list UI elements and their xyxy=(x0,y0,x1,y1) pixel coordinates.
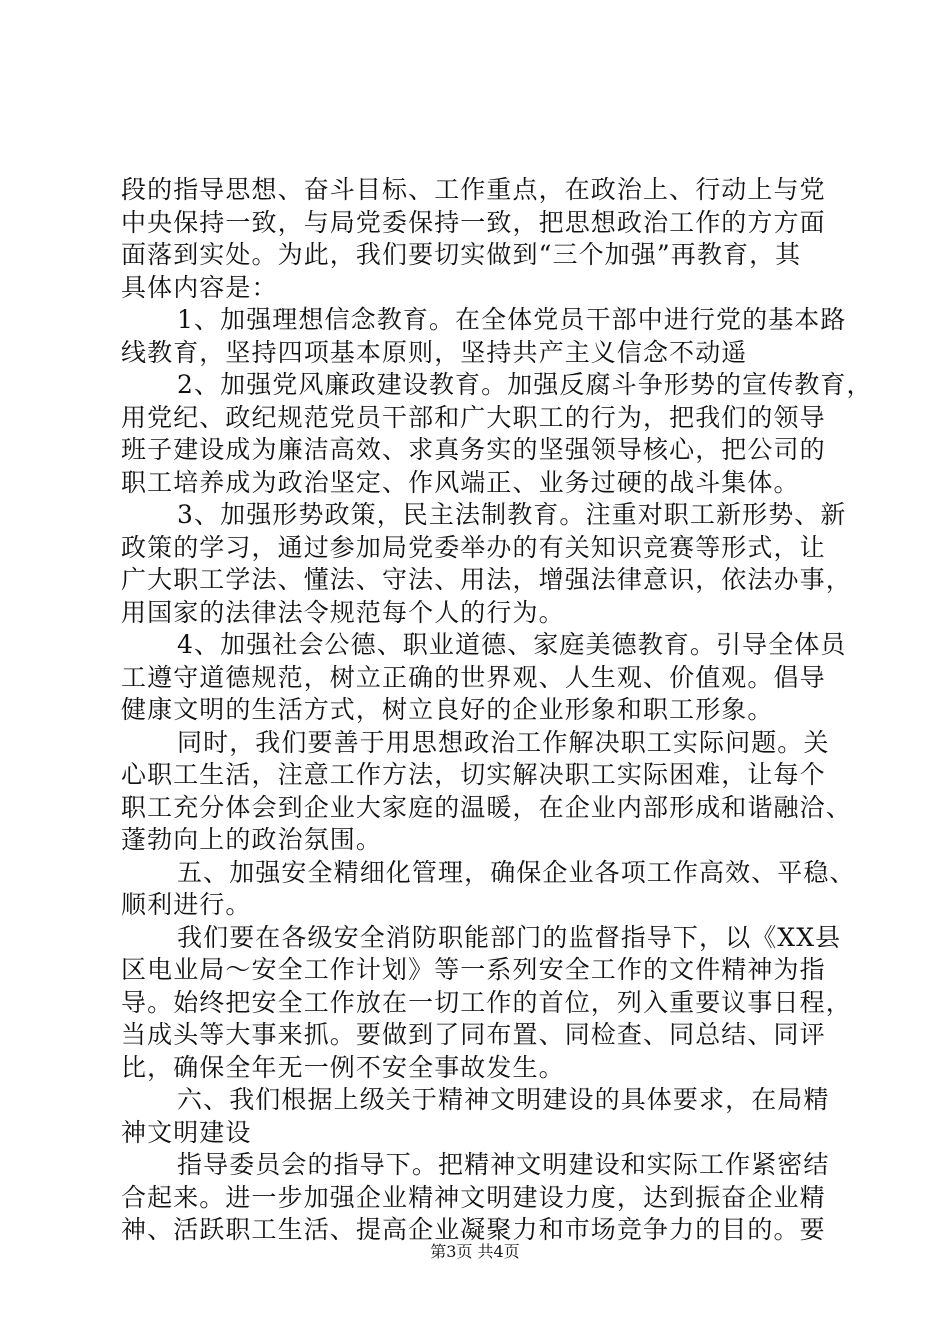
body-line: 职工培养成为政治坚定、作风端正、业务过硬的战斗集体。 xyxy=(121,467,800,497)
body-line: 广大职工学法、懂法、守法、用法，增强法律意识，依法办事， xyxy=(121,565,852,594)
body-line: 蓬勃向上的政治氛围。 xyxy=(121,825,383,854)
body-line: 4、加强社会公德、职业道德、家庭美德教育。引导全体员 xyxy=(177,630,847,659)
body-line: 我们要在各级安全消防职能部门的监督指导下，以《XX县 xyxy=(177,922,842,952)
body-line: 具体内容是： xyxy=(121,272,278,302)
body-line: 同时，我们要善于用思想政治工作解决职工实际问题。关 xyxy=(177,727,830,757)
body-line: 中央保持一致，与局党委保持一致，把思想政治工作的方方面 xyxy=(121,207,826,237)
body-line: 五、加强安全精细化管理，确保企业各项工作高效、平稳、 xyxy=(177,857,856,887)
page-footer: 第3页 共4页 xyxy=(430,1242,520,1261)
body-line: 2、加强党风廉政建设教育。加强反腐斗争形势的宣传教育， xyxy=(177,370,873,399)
body-line: 面落到实处。为此，我们要切实做到“三个加强”再教育，其 xyxy=(121,240,802,269)
body-line: 用国家的法律法令规范每个人的行为。 xyxy=(121,597,565,627)
body-line: 职工充分体会到企业大家庭的温暖，在企业内部形成和谐融洽、 xyxy=(121,792,852,822)
body-line: 神、活跃职工生活、提高企业凝聚力和市场竞争力的目的。要 xyxy=(121,1215,826,1244)
body-line: 政策的学习，通过参加局党委举办的有关知识竞赛等形式，让 xyxy=(121,532,826,562)
body-line: 合起来。进一步加强企业精神文明建设力度，达到振奋企业精 xyxy=(121,1182,826,1212)
body-line: 用党纪、政纪规范党员干部和广大职工的行为，把我们的领导 xyxy=(121,402,826,432)
body-line: 段的指导思想、奋斗目标、工作重点，在政治上、行动上与党 xyxy=(121,175,826,204)
body-line: 线教育，坚持四项基本原则，坚持共产主义信念不动遥 xyxy=(121,337,748,367)
body-line: 导。始终把安全工作放在一切工作的首位，列入重要议事日程， xyxy=(121,987,852,1017)
body-line: 六、我们根据上级关于精神文明建设的具体要求，在局精 xyxy=(177,1085,830,1114)
body-line: 区电业局～安全工作计划》等一系列安全工作的文件精神为指 xyxy=(121,955,826,984)
body-line: 心职工生活，注意工作方法，切实解决职工实际困难，让每个 xyxy=(121,760,826,789)
body-line: 1、加强理想信念教育。在全体党员干部中进行党的基本路 xyxy=(177,305,847,334)
body-line: 当成头等大事来抓。要做到了同布置、同检查、同总结、同评 xyxy=(121,1020,826,1049)
body-line: 比，确保全年无一例不安全事故发生。 xyxy=(121,1052,565,1082)
body-line: 指导委员会的指导下。把精神文明建设和实际工作紧密结 xyxy=(177,1150,830,1179)
document-body xyxy=(121,174,873,1247)
body-line: 工遵守道德规范，树立正确的世界观、人生观、价值观。倡导 xyxy=(121,662,826,692)
body-line: 顺利进行。 xyxy=(121,890,252,919)
body-line: 班子建设成为廉洁高效、求真务实的坚强领导核心，把公司的 xyxy=(121,435,826,464)
body-line: 健康文明的生活方式，树立良好的企业形象和职工形象。 xyxy=(121,695,774,724)
body-line: 神文明建设 xyxy=(121,1117,252,1147)
body-line: 3、加强形势政策，民主法制教育。注重对职工新形势、新 xyxy=(177,500,847,529)
